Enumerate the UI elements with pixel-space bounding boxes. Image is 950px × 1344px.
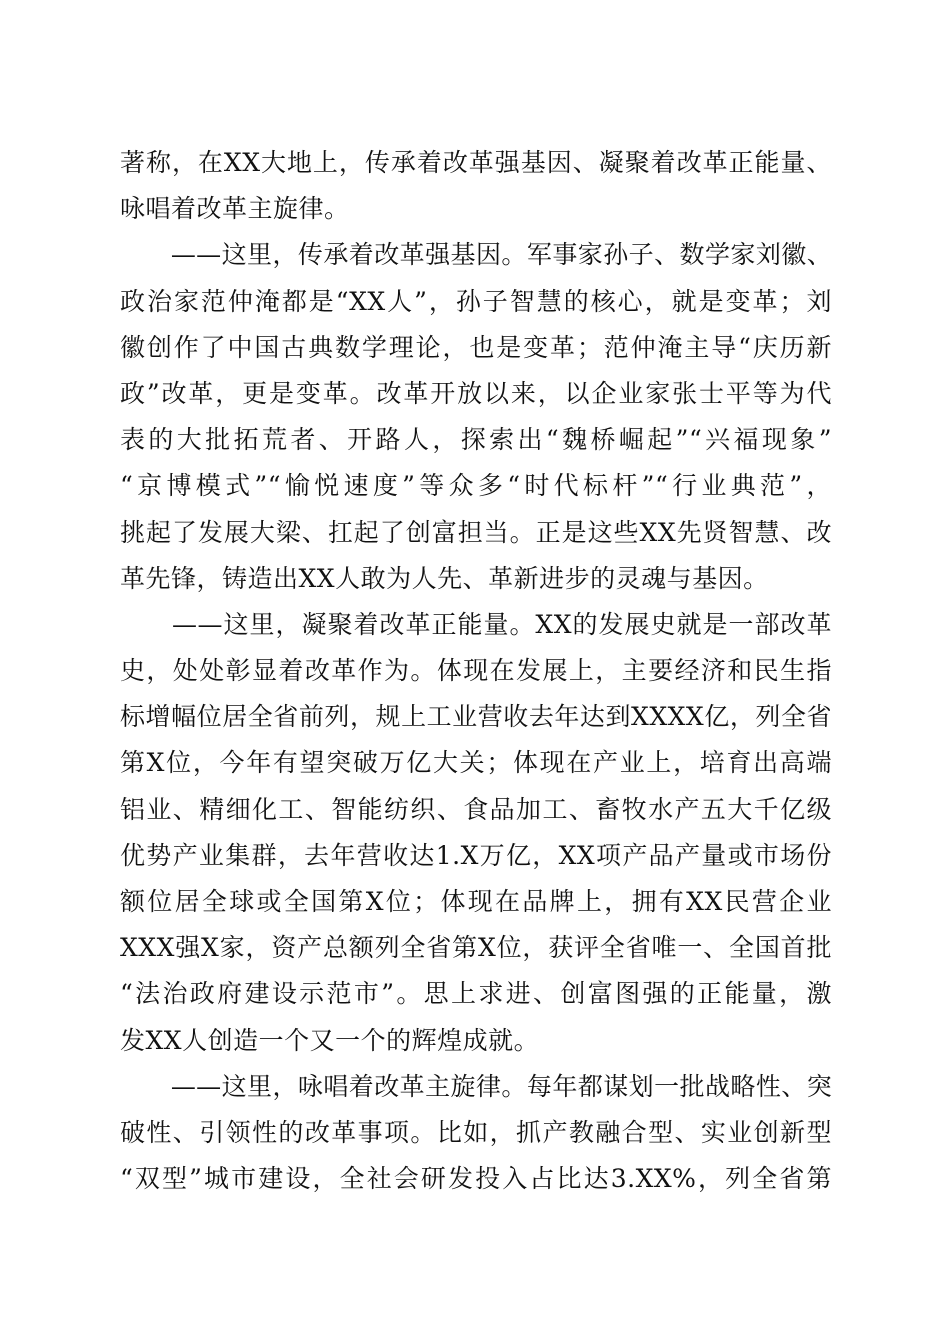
text-line: 优势产业集群，去年营收达1.X万亿，XX项产品产量或市场份	[120, 840, 832, 870]
text-line: 标增幅位居全省前列，规上工业营收去年达到XXXX亿，列全省	[120, 702, 832, 732]
text-line: 破性、引领性的改革事项。比如，抓产教融合型、实业创新型	[120, 1117, 832, 1147]
text-line: XXX强X家，资产总额列全省第X位，获评全省唯一、全国首批	[120, 933, 832, 963]
text-line: 额位居全球或全国第X位；体现在品牌上，拥有XX民营企业	[120, 887, 832, 916]
text-line: 发XX人创造一个又一个的辉煌成就。	[120, 1025, 540, 1055]
text-line: “法治政府建设示范市”。思上求进、创富图强的正能量，激	[120, 979, 832, 1009]
text-line: 政治家范仲淹都是“XX人”，孙子智慧的核心，就是变革；刘	[120, 286, 832, 316]
body-text	[120, 140, 832, 1202]
text-line: 咏唱着改革主旋律。	[120, 194, 350, 224]
text-line: 表的大批拓荒者、开路人，探索出“魏桥崛起”“兴福现象”	[120, 425, 832, 455]
paragraph-start-line: ——这里，咏唱着改革主旋律。每年都谋划一批战略性、突	[120, 1071, 832, 1101]
text-line: 革先锋，铸造出XX人敢为人先、革新进步的灵魂与基因。	[120, 563, 769, 593]
text-line: 挑起了发展大梁、扛起了创富担当。正是这些XX先贤智慧、改	[120, 517, 832, 547]
text-line: “双型”城市建设，全社会研发投入占比达3.XX%，列全省第	[120, 1164, 832, 1194]
paragraph-start-line: ——这里，凝聚着改革正能量。XX的发展史就是一部改革	[120, 609, 832, 639]
text-line: 徽创作了中国古典数学理论，也是变革；范仲淹主导“庆历新	[120, 332, 832, 362]
text-line: 政”改革，更是变革。改革开放以来，以企业家张士平等为代	[120, 378, 832, 408]
text-line: “京博模式”“愉悦速度”等众多“时代标杆”“行业典范”，	[120, 471, 832, 501]
text-line: 史，处处彰显着改革作为。体现在发展上，主要经济和民生指	[120, 656, 832, 686]
text-line: 第X位，今年有望突破万亿大关；体现在产业上，培育出高端	[120, 748, 832, 778]
text-line: 铝业、精细化工、智能纺织、食品加工、畜牧水产五大千亿级	[120, 794, 832, 824]
paragraph-start-line: ——这里，传承着改革强基因。军事家孙子、数学家刘徽、	[120, 240, 832, 270]
text-line: 著称，在XX大地上，传承着改革强基因、凝聚着改革正能量、	[120, 148, 832, 177]
